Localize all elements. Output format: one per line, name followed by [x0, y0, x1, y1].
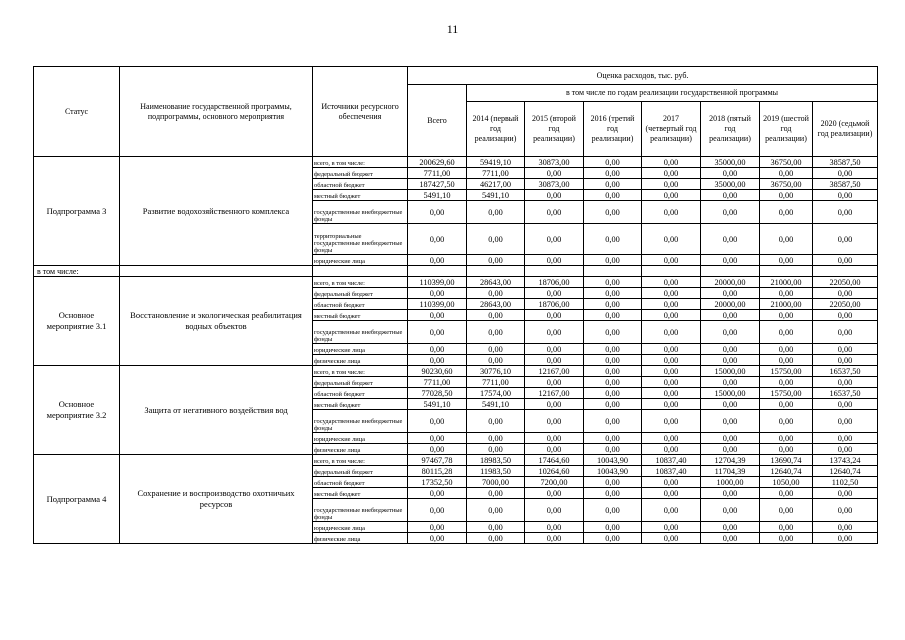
total-value: 110399,00 — [408, 299, 467, 310]
year-value: 0,00 — [760, 533, 813, 544]
year-value: 0,00 — [467, 344, 525, 355]
year-value: 0,00 — [642, 255, 701, 266]
empty-cell — [584, 266, 642, 277]
year-value: 0,00 — [525, 321, 584, 344]
year-value: 0,00 — [584, 277, 642, 288]
year-value: 36750,00 — [760, 157, 813, 168]
year-value: 35000,00 — [701, 157, 760, 168]
empty-cell — [408, 266, 467, 277]
year-value: 59419,10 — [467, 157, 525, 168]
year-value: 0,00 — [813, 533, 878, 544]
year-value: 0,00 — [642, 190, 701, 201]
year-value: 38587,50 — [813, 179, 878, 190]
year-value: 0,00 — [584, 499, 642, 522]
year-value: 18706,00 — [525, 299, 584, 310]
total-value: 110399,00 — [408, 277, 467, 288]
table-row — [34, 366, 878, 377]
year-value: 0,00 — [525, 344, 584, 355]
year-value: 0,00 — [642, 321, 701, 344]
funding-source: областной бюджет — [313, 388, 408, 399]
group-status: Подпрограмма 4 — [34, 455, 120, 544]
year-value: 10043,90 — [584, 466, 642, 477]
year-value: 5491,10 — [467, 399, 525, 410]
page-number: 11 — [446, 22, 459, 36]
header-sources: Источники ресурсного обеспечения — [313, 67, 408, 157]
year-value: 0,00 — [701, 344, 760, 355]
total-value: 17352,50 — [408, 477, 467, 488]
year-value: 0,00 — [584, 410, 642, 433]
funding-source: всего, в том числе: — [313, 455, 408, 466]
year-value: 18706,00 — [525, 277, 584, 288]
funding-source: местный бюджет — [313, 488, 408, 499]
year-value: 38587,50 — [813, 157, 878, 168]
year-value: 0,00 — [760, 344, 813, 355]
year-value: 0,00 — [467, 522, 525, 533]
total-value: 0,00 — [408, 355, 467, 366]
year-value: 0,00 — [760, 444, 813, 455]
header-year: 2020 (седьмой год реализации) — [813, 102, 878, 157]
year-value: 0,00 — [701, 533, 760, 544]
year-value: 0,00 — [642, 310, 701, 321]
year-value: 0,00 — [642, 499, 701, 522]
total-value: 0,00 — [408, 522, 467, 533]
year-value: 15000,00 — [701, 388, 760, 399]
year-value: 0,00 — [701, 201, 760, 224]
year-value: 30873,00 — [525, 157, 584, 168]
funding-source: областной бюджет — [313, 179, 408, 190]
year-value: 0,00 — [525, 168, 584, 179]
year-value: 0,00 — [584, 310, 642, 321]
year-value: 0,00 — [642, 366, 701, 377]
group-status: Основное мероприятие 3.2 — [34, 366, 120, 455]
year-value: 0,00 — [584, 255, 642, 266]
year-value: 21000,00 — [760, 299, 813, 310]
year-value: 0,00 — [760, 288, 813, 299]
year-value: 0,00 — [467, 533, 525, 544]
year-value: 0,00 — [813, 224, 878, 255]
year-value: 0,00 — [701, 190, 760, 201]
year-value: 0,00 — [584, 355, 642, 366]
total-value: 0,00 — [408, 310, 467, 321]
year-value: 7711,00 — [467, 168, 525, 179]
empty-cell — [120, 266, 313, 277]
empty-cell — [467, 266, 525, 277]
year-value: 15750,00 — [760, 366, 813, 377]
year-value: 1102,50 — [813, 477, 878, 488]
funding-source: всего, в том числе: — [313, 366, 408, 377]
year-value: 0,00 — [642, 299, 701, 310]
year-value: 0,00 — [525, 522, 584, 533]
year-value: 0,00 — [584, 377, 642, 388]
year-value: 46217,00 — [467, 179, 525, 190]
header-program-name: Наименование государственной программы, подпрограммы, основного мероприятия — [120, 67, 313, 157]
year-value: 0,00 — [525, 444, 584, 455]
year-value: 0,00 — [584, 533, 642, 544]
year-value: 10043,90 — [584, 455, 642, 466]
year-value: 0,00 — [525, 499, 584, 522]
funding-source: всего, в том числе: — [313, 277, 408, 288]
year-value: 7711,00 — [467, 377, 525, 388]
funding-source: государственные внебюджетные фонды — [313, 499, 408, 522]
year-value: 0,00 — [701, 444, 760, 455]
year-value: 18983,50 — [467, 455, 525, 466]
inner-label-row — [34, 266, 878, 277]
year-value: 1050,00 — [760, 477, 813, 488]
year-value: 0,00 — [701, 355, 760, 366]
total-value: 0,00 — [408, 344, 467, 355]
group-name: Восстановление и экологическая реабилитация водных объектов — [120, 277, 313, 366]
table-row — [34, 157, 878, 168]
year-value: 0,00 — [760, 168, 813, 179]
header-year: 2018 (пятый год реализации) — [701, 102, 760, 157]
year-value: 0,00 — [701, 288, 760, 299]
year-value: 0,00 — [642, 488, 701, 499]
year-value: 0,00 — [813, 255, 878, 266]
year-value: 0,00 — [642, 399, 701, 410]
year-value: 0,00 — [642, 157, 701, 168]
year-value: 15000,00 — [701, 366, 760, 377]
funding-source: федеральный бюджет — [313, 377, 408, 388]
year-value: 0,00 — [813, 433, 878, 444]
year-value: 0,00 — [642, 224, 701, 255]
year-value: 0,00 — [642, 410, 701, 433]
year-value: 0,00 — [525, 190, 584, 201]
year-value: 22050,00 — [813, 299, 878, 310]
empty-cell — [313, 266, 408, 277]
year-value: 0,00 — [467, 201, 525, 224]
year-value: 0,00 — [642, 444, 701, 455]
year-value: 0,00 — [525, 255, 584, 266]
year-value: 1000,00 — [701, 477, 760, 488]
year-value: 22050,00 — [813, 277, 878, 288]
year-value: 0,00 — [701, 399, 760, 410]
year-value: 0,00 — [813, 444, 878, 455]
year-value: 0,00 — [642, 344, 701, 355]
total-value: 0,00 — [408, 224, 467, 255]
year-value: 0,00 — [642, 179, 701, 190]
year-value: 0,00 — [584, 444, 642, 455]
year-value: 0,00 — [701, 522, 760, 533]
year-value: 12167,00 — [525, 366, 584, 377]
year-value: 0,00 — [701, 377, 760, 388]
year-value: 0,00 — [813, 288, 878, 299]
year-value: 0,00 — [701, 255, 760, 266]
year-value: 16537,50 — [813, 388, 878, 399]
empty-cell — [642, 266, 701, 277]
table-row — [34, 455, 878, 466]
year-value: 0,00 — [813, 190, 878, 201]
year-value: 0,00 — [467, 410, 525, 433]
table-row — [34, 277, 878, 288]
year-value: 15750,00 — [760, 388, 813, 399]
year-value: 0,00 — [642, 168, 701, 179]
total-value: 7711,00 — [408, 377, 467, 388]
year-value: 0,00 — [525, 488, 584, 499]
total-value: 0,00 — [408, 410, 467, 433]
year-value: 0,00 — [701, 499, 760, 522]
year-value: 7200,00 — [525, 477, 584, 488]
header-year: 2017 (четвертый год реализации) — [642, 102, 701, 157]
year-value: 0,00 — [760, 377, 813, 388]
year-value: 0,00 — [813, 310, 878, 321]
year-value: 12640,74 — [760, 466, 813, 477]
total-value: 80115,28 — [408, 466, 467, 477]
year-value: 0,00 — [813, 499, 878, 522]
header-year: 2014 (первый год реализации) — [467, 102, 525, 157]
year-value: 0,00 — [467, 310, 525, 321]
year-value: 0,00 — [813, 344, 878, 355]
year-value: 0,00 — [525, 288, 584, 299]
funding-source: юридические лица — [313, 433, 408, 444]
funding-source: местный бюджет — [313, 399, 408, 410]
year-value: 0,00 — [584, 179, 642, 190]
funding-source: областной бюджет — [313, 299, 408, 310]
year-value: 10264,60 — [525, 466, 584, 477]
year-value: 11983,50 — [467, 466, 525, 477]
year-value: 0,00 — [760, 310, 813, 321]
year-value: 0,00 — [701, 488, 760, 499]
funding-source: федеральный бюджет — [313, 288, 408, 299]
year-value: 0,00 — [584, 157, 642, 168]
funding-source: физические лица — [313, 533, 408, 544]
year-value: 0,00 — [813, 488, 878, 499]
header-year: 2019 (шестой год реализации) — [760, 102, 813, 157]
header-year: 2016 (третий год реализации) — [584, 102, 642, 157]
year-value: 21000,00 — [760, 277, 813, 288]
year-value: 0,00 — [813, 399, 878, 410]
year-value: 13743,24 — [813, 455, 878, 466]
year-value: 0,00 — [760, 355, 813, 366]
year-value: 0,00 — [584, 224, 642, 255]
total-value: 5491,10 — [408, 190, 467, 201]
empty-cell — [701, 266, 760, 277]
empty-cell — [525, 266, 584, 277]
total-value: 0,00 — [408, 499, 467, 522]
group-status: Подпрограмма 3 — [34, 157, 120, 266]
year-value: 0,00 — [813, 201, 878, 224]
year-value: 0,00 — [701, 168, 760, 179]
year-value: 0,00 — [642, 355, 701, 366]
year-value: 0,00 — [813, 168, 878, 179]
year-value: 0,00 — [525, 377, 584, 388]
funding-source: федеральный бюджет — [313, 466, 408, 477]
funding-source: юридические лица — [313, 344, 408, 355]
year-value: 0,00 — [584, 433, 642, 444]
year-value: 5491,10 — [467, 190, 525, 201]
year-value: 0,00 — [642, 522, 701, 533]
year-value: 0,00 — [467, 433, 525, 444]
year-value: 0,00 — [813, 522, 878, 533]
year-value: 0,00 — [525, 224, 584, 255]
year-value: 0,00 — [813, 355, 878, 366]
year-value: 10837,40 — [642, 455, 701, 466]
year-value: 0,00 — [701, 321, 760, 344]
year-value: 20000,00 — [701, 277, 760, 288]
year-value: 0,00 — [467, 499, 525, 522]
header-status: Статус — [34, 67, 120, 157]
header-estimate: Оценка расходов, тыс. руб. — [408, 67, 878, 85]
total-value: 90230,60 — [408, 366, 467, 377]
total-value: 77028,50 — [408, 388, 467, 399]
group-name: Развитие водохозяйственного комплекса — [120, 157, 313, 266]
total-value: 0,00 — [408, 433, 467, 444]
group-status: Основное мероприятие 3.1 — [34, 277, 120, 366]
year-value: 0,00 — [525, 399, 584, 410]
year-value: 0,00 — [467, 224, 525, 255]
year-value: 0,00 — [701, 224, 760, 255]
total-value: 0,00 — [408, 321, 467, 344]
total-value: 0,00 — [408, 288, 467, 299]
year-value: 10837,40 — [642, 466, 701, 477]
funding-source: федеральный бюджет — [313, 168, 408, 179]
year-value: 0,00 — [525, 410, 584, 433]
funding-source: местный бюджет — [313, 310, 408, 321]
budget-table — [33, 66, 878, 544]
year-value: 0,00 — [584, 388, 642, 399]
year-value: 30873,00 — [525, 179, 584, 190]
year-value: 12167,00 — [525, 388, 584, 399]
funding-source: областной бюджет — [313, 477, 408, 488]
year-value: 12704,39 — [701, 455, 760, 466]
inner-label: в том числе: — [34, 266, 120, 277]
year-value: 20000,00 — [701, 299, 760, 310]
year-value: 0,00 — [584, 299, 642, 310]
year-value: 0,00 — [760, 190, 813, 201]
year-value: 0,00 — [525, 355, 584, 366]
total-value: 187427,50 — [408, 179, 467, 190]
funding-source: территориальные государственные внебюджетные фонды — [313, 224, 408, 255]
year-value: 13690,74 — [760, 455, 813, 466]
year-value: 0,00 — [760, 522, 813, 533]
year-value: 0,00 — [760, 410, 813, 433]
group-name: Защита от негативного воздействия вод — [120, 366, 313, 455]
year-value: 0,00 — [701, 310, 760, 321]
year-value: 28643,00 — [467, 299, 525, 310]
funding-source: физические лица — [313, 355, 408, 366]
year-value: 0,00 — [467, 255, 525, 266]
year-value: 0,00 — [584, 522, 642, 533]
year-value: 0,00 — [813, 321, 878, 344]
year-value: 0,00 — [642, 277, 701, 288]
year-value: 0,00 — [584, 190, 642, 201]
year-value: 0,00 — [760, 499, 813, 522]
year-value: 0,00 — [584, 344, 642, 355]
year-value: 7000,00 — [467, 477, 525, 488]
year-value: 17464,60 — [525, 455, 584, 466]
year-value: 0,00 — [584, 399, 642, 410]
year-value: 30776,10 — [467, 366, 525, 377]
year-value: 12640,74 — [813, 466, 878, 477]
year-value: 0,00 — [525, 310, 584, 321]
year-value: 0,00 — [760, 321, 813, 344]
year-value: 0,00 — [584, 321, 642, 344]
funding-source: местный бюджет — [313, 190, 408, 201]
year-value: 16537,50 — [813, 366, 878, 377]
total-value: 200629,60 — [408, 157, 467, 168]
total-value: 0,00 — [408, 255, 467, 266]
year-value: 0,00 — [525, 533, 584, 544]
header-total: Всего — [408, 85, 467, 157]
year-value: 0,00 — [760, 201, 813, 224]
empty-cell — [813, 266, 878, 277]
year-value: 0,00 — [584, 288, 642, 299]
total-value: 7711,00 — [408, 168, 467, 179]
year-value: 0,00 — [642, 477, 701, 488]
year-value: 35000,00 — [701, 179, 760, 190]
year-value: 0,00 — [642, 533, 701, 544]
total-value: 97467,78 — [408, 455, 467, 466]
year-value: 0,00 — [467, 444, 525, 455]
funding-source: юридические лица — [313, 255, 408, 266]
year-value: 0,00 — [467, 488, 525, 499]
header-by-years: в том числе по годам реализации государственной программы — [467, 85, 878, 102]
year-value: 0,00 — [701, 410, 760, 433]
funding-source: всего, в том числе: — [313, 157, 408, 168]
empty-cell — [760, 266, 813, 277]
year-value: 0,00 — [584, 366, 642, 377]
year-value: 0,00 — [813, 377, 878, 388]
year-value: 0,00 — [701, 433, 760, 444]
total-value: 5491,10 — [408, 399, 467, 410]
year-value: 36750,00 — [760, 179, 813, 190]
year-value: 0,00 — [760, 224, 813, 255]
header-year: 2015 (второй год реализации) — [525, 102, 584, 157]
total-value: 0,00 — [408, 444, 467, 455]
year-value: 0,00 — [584, 488, 642, 499]
year-value: 0,00 — [760, 433, 813, 444]
total-value: 0,00 — [408, 488, 467, 499]
year-value: 0,00 — [642, 288, 701, 299]
year-value: 0,00 — [584, 201, 642, 224]
year-value: 0,00 — [642, 201, 701, 224]
year-value: 0,00 — [760, 255, 813, 266]
year-value: 0,00 — [467, 321, 525, 344]
funding-source: государственные внебюджетные фонды — [313, 321, 408, 344]
year-value: 0,00 — [525, 201, 584, 224]
group-name: Сохранение и воспроизводство охотничьих ресурсов — [120, 455, 313, 544]
year-value: 0,00 — [760, 399, 813, 410]
funding-source: юридические лица — [313, 522, 408, 533]
year-value: 0,00 — [813, 410, 878, 433]
funding-source: государственные внебюджетные фонды — [313, 201, 408, 224]
total-value: 0,00 — [408, 533, 467, 544]
year-value: 0,00 — [642, 433, 701, 444]
year-value: 0,00 — [467, 355, 525, 366]
year-value: 0,00 — [467, 288, 525, 299]
funding-source: физические лица — [313, 444, 408, 455]
year-value: 0,00 — [584, 477, 642, 488]
year-value: 0,00 — [642, 388, 701, 399]
total-value: 0,00 — [408, 201, 467, 224]
year-value: 28643,00 — [467, 277, 525, 288]
year-value: 0,00 — [584, 168, 642, 179]
year-value: 0,00 — [760, 488, 813, 499]
year-value: 17574,00 — [467, 388, 525, 399]
year-value: 0,00 — [525, 433, 584, 444]
year-value: 11704,39 — [701, 466, 760, 477]
funding-source: государственные внебюджетные фонды — [313, 410, 408, 433]
year-value: 0,00 — [642, 377, 701, 388]
